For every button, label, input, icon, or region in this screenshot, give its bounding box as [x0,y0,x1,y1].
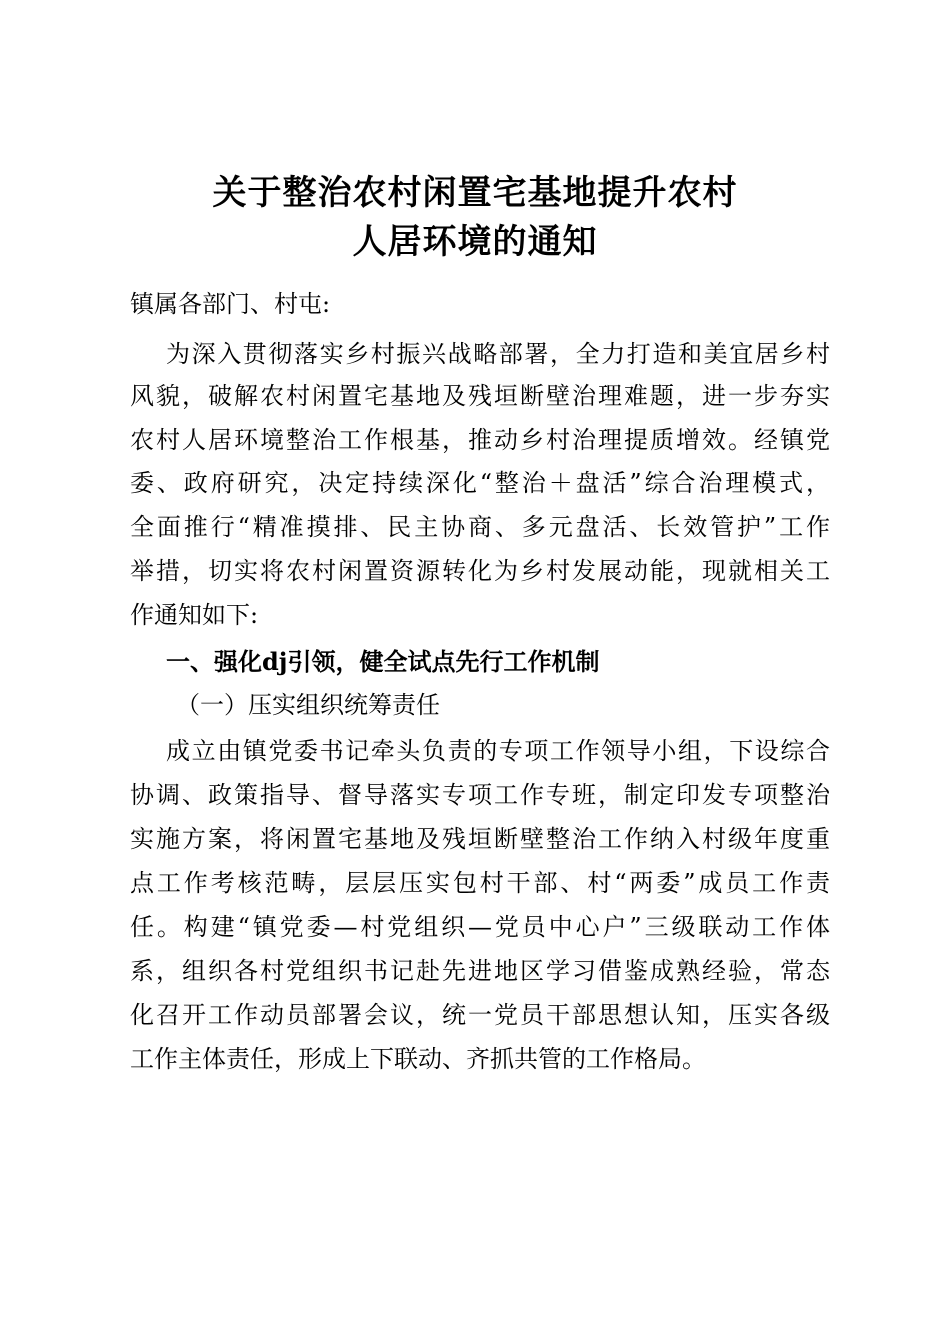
body-line: 实施方案，将闲置宅基地及残垣断壁整治工作纳入村级年度重 [130,825,830,853]
body-line: 系，组织各村党组织书记赴先进地区学习借鉴成熟经验，常态 [130,957,830,985]
intro-line: 为深入贯彻落实乡村振兴战略部署，全力打造和美宜居乡村 [166,340,830,368]
intro-line: 全面推行“精准摸排、民主协商、多元盘活、长效管护”工作 [130,513,830,541]
subsection-heading: （一）压实组织统筹责任 [176,691,440,719]
intro-line: 委、政府研究，决定持续深化“整治＋盘活”综合治理模式， [130,469,830,497]
body-line: 成立由镇党委书记牵头负责的专项工作领导小组，下设综合 [166,737,830,765]
body-line: 工作主体责任，形成上下联动、齐抓共管的工作格局。 [130,1045,706,1073]
document-title-line-1: 关于整治农村闲置宅基地提升农村 [212,173,738,213]
body-line: 点工作考核范畴，层层压实包村干部、村“两委”成员工作责 [130,869,830,897]
body-line: 化召开工作动员部署会议，统一党员干部思想认知，压实各级 [130,1001,830,1029]
intro-line: 作通知如下: [130,601,259,629]
intro-line: 农村人居环境整治工作根基，推动乡村治理提质增效。经镇党 [130,426,830,454]
body-line: 协调、政策指导、督导落实专项工作专班，制定印发专项整治 [130,781,830,809]
salutation: 镇属各部门、村屯: [130,290,331,318]
body-line: 任。构建“镇党委—村党组织—党员中心户”三级联动工作体 [130,913,830,941]
intro-line: 举措，切实将农村闲置资源转化为乡村发展动能，现就相关工 [130,557,830,585]
document-title-line-2: 人居环境的通知 [352,222,598,262]
intro-line: 风貌，破解农村闲置宅基地及残垣断壁治理难题，进一步夯实 [130,382,830,410]
section-heading: 一、强化dj引领，健全试点先行工作机制 [166,647,600,676]
